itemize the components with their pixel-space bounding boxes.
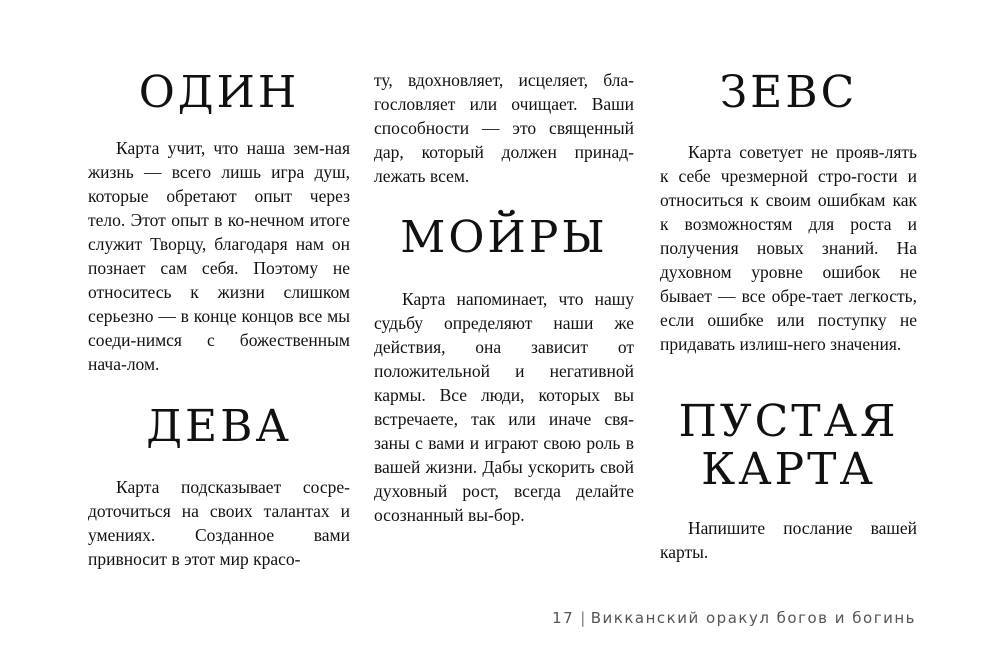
empty-card-heading	[660, 398, 917, 494]
page-number: 17	[552, 609, 575, 627]
empty-card-heading-line1: ПУСТАЯ	[678, 396, 899, 447]
empty-card-heading-line2: КАРТА	[701, 444, 876, 495]
page-footer	[552, 609, 916, 627]
deva-description: Карта подсказывает сосре-доточиться на своих талантах и умениях. Созданное вами привносит в этот мир красо-	[88, 477, 350, 569]
odin-description: Карта учит, что наша зем-ная жизнь — всего лишь игра душ, которые обретают опыт через тело. Этот опыт в ко-нечном итоге служит Творцу, благодаря нам он познает сам себя. Поэтому не относитесь к жизни слишком серьезно — в конце концов все мы соеди-нимся с божественным нача-лом.	[88, 138, 350, 374]
zevs-heading: ЗЕВС	[719, 67, 858, 118]
footer-separator: |	[580, 609, 587, 627]
moiry-description: Карта напоминает, что нашу судьбу определяют наши же действия, она зависит от положительной и негативной кармы. Все люди, которых вы встречаете, так или иначе свя-заны с вами и играют свою роль в вашей жизни. Дабы ускорить свой духовный рост, всегда делайте осознанный вы-бор.	[374, 289, 634, 525]
book-title: Викканский оракул богов и богинь	[590, 609, 916, 627]
odin-heading: ОДИН	[138, 67, 300, 118]
deva-description-continued: ту, вдохновляет, исцеляет, бла-гословляет или очищает. Ваши способности — это священный дар, который должен принад-лежать всем.	[374, 70, 634, 186]
deva-heading: ДЕВА	[146, 401, 292, 452]
empty-card-description: Напишите послание вашей карты.	[660, 518, 917, 562]
zevs-description: Карта советует не прояв-лять к себе чрезмерной стро-гости и относиться к своим ошибкам как к возможностям для роста и получения новых знаний. На духовном уровне ошибок не бывает — все обре-тает легкость, если ошибке или поступку не придавать излиш-него значения.	[660, 142, 917, 354]
moiry-heading: МОЙРЫ	[400, 212, 608, 263]
